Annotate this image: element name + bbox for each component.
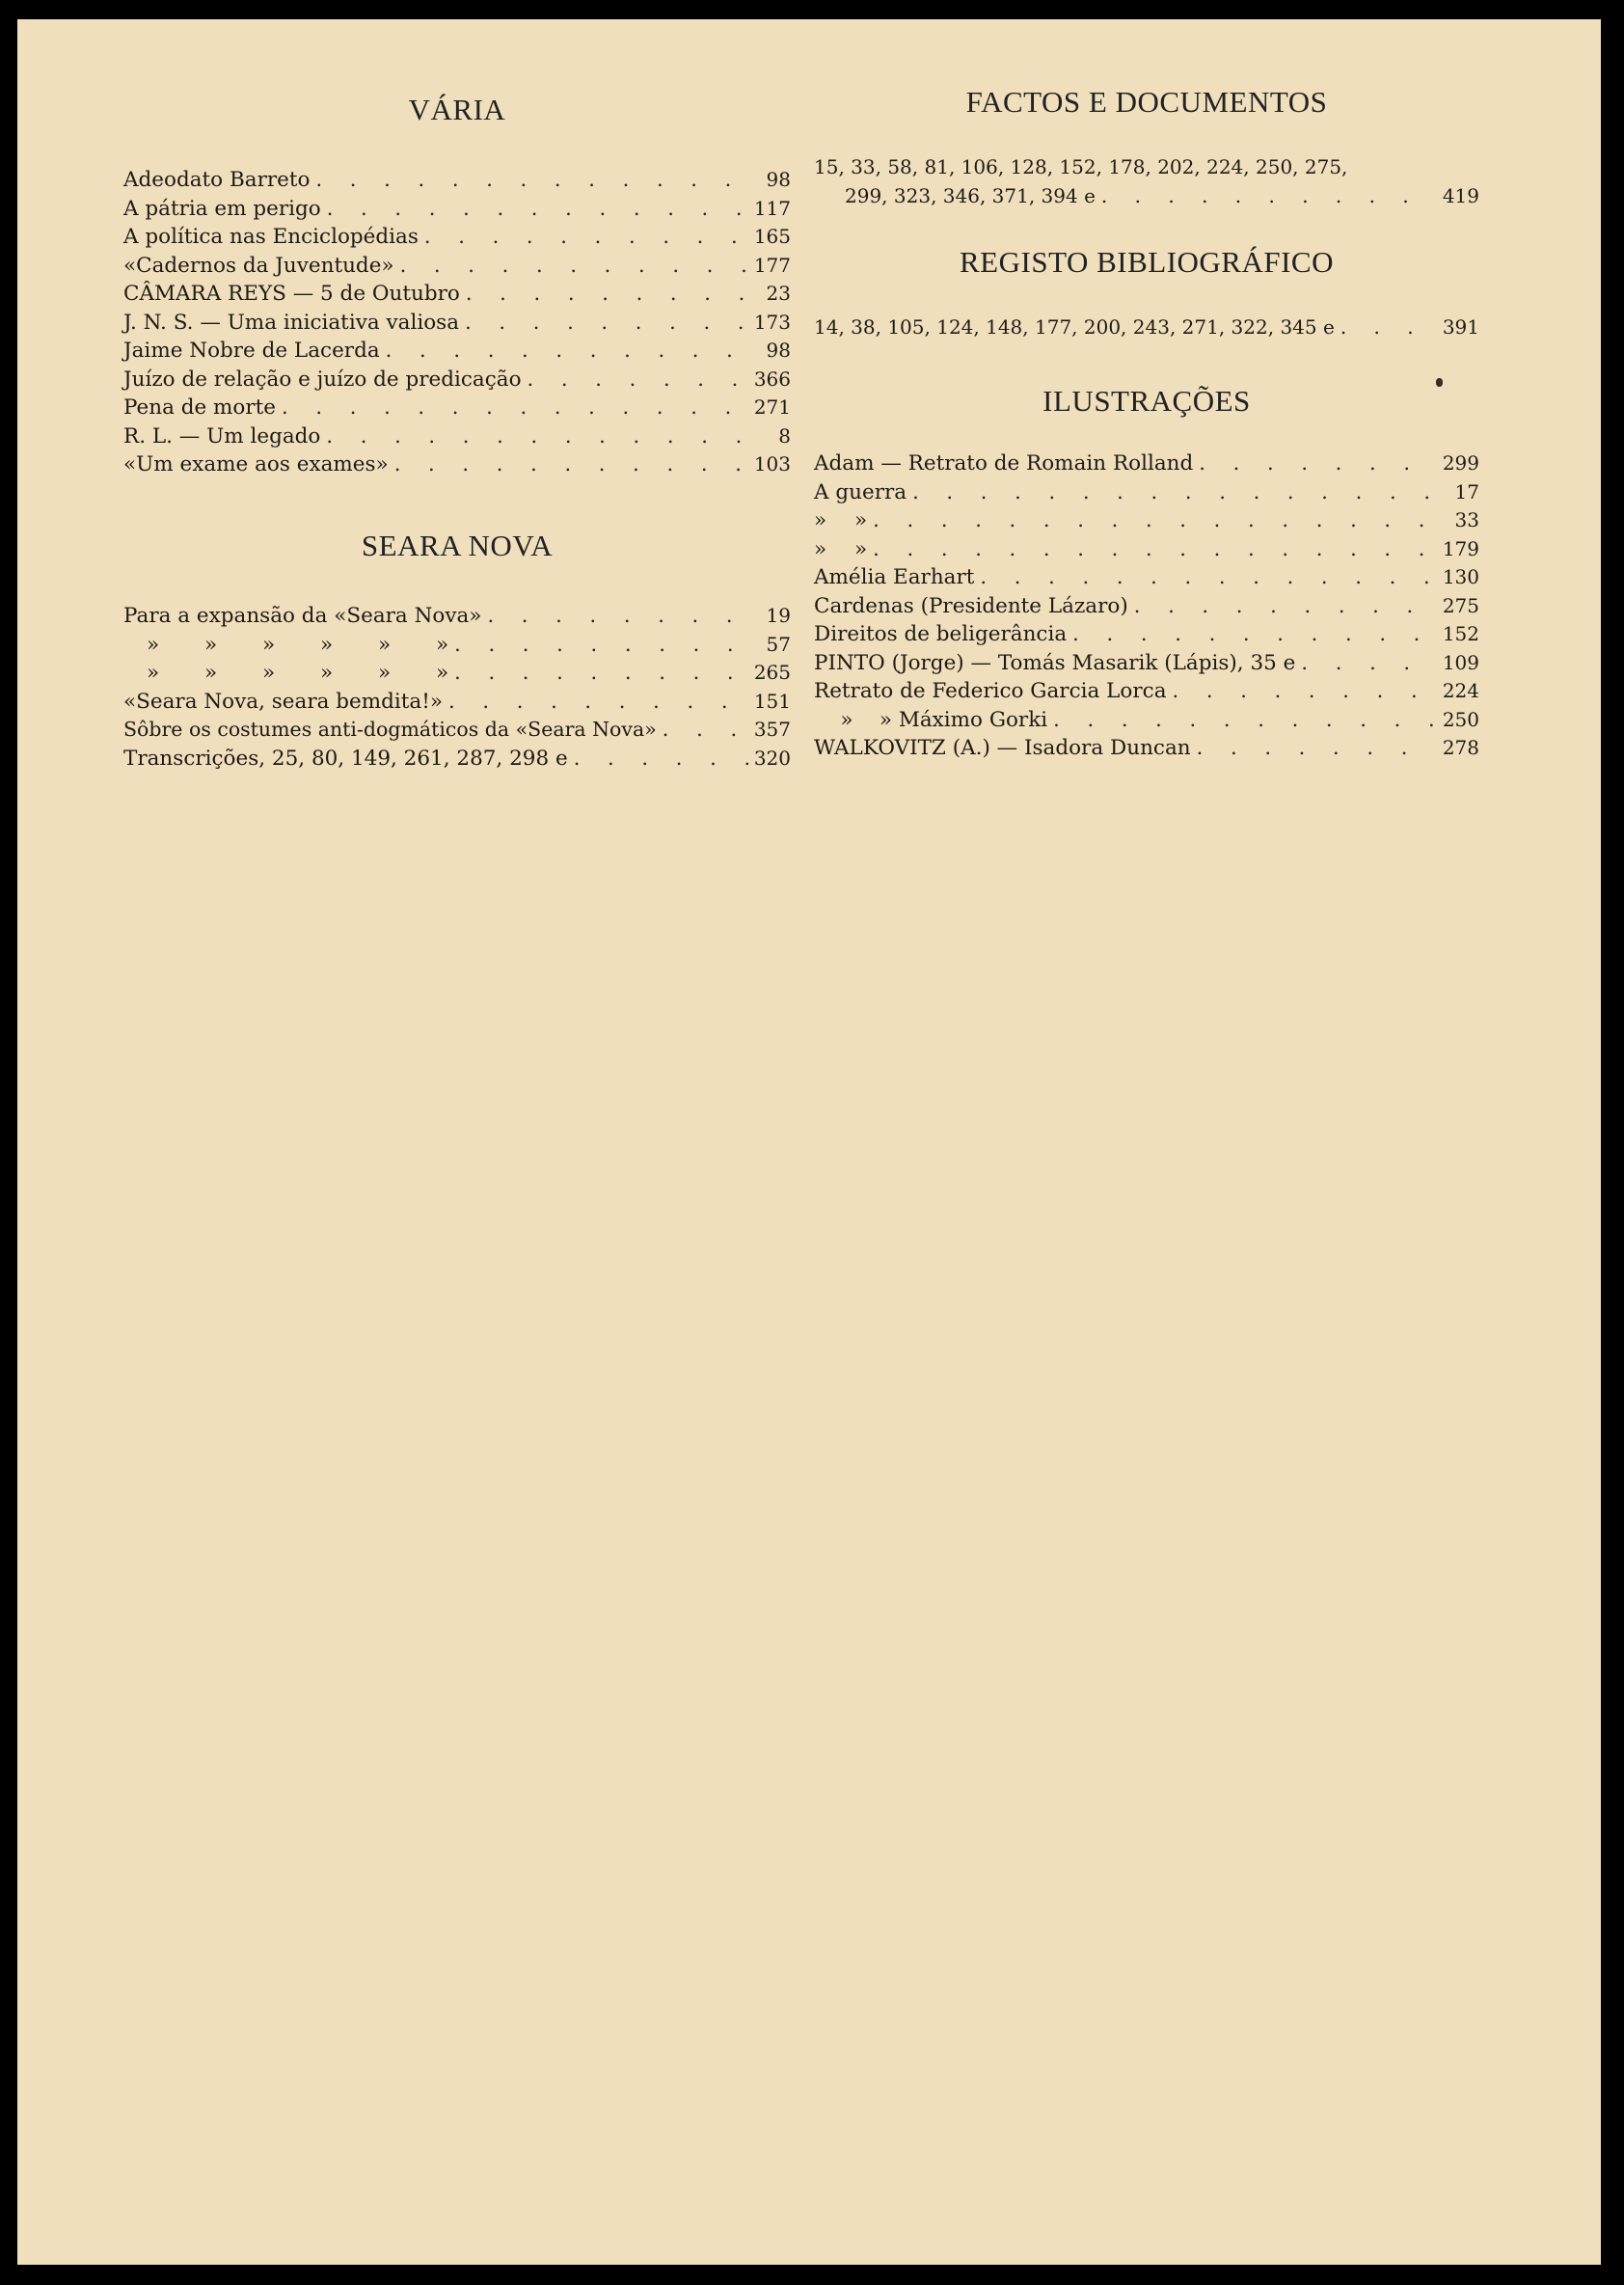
list-item: Cardenas (Presidente Lázaro) . . . 275 xyxy=(814,592,1479,621)
list-item: Direitos de beligerância . . . 152 xyxy=(814,620,1479,649)
ink-speck xyxy=(1436,378,1443,387)
list-item: «Cadernos da Juventude» . . . 177 xyxy=(123,252,791,281)
ilustracoes-list xyxy=(814,449,1479,763)
list-item: » » . . . 179 xyxy=(814,535,1479,564)
list-item: «Um exame aos exames» . . . 103 xyxy=(123,450,791,479)
registo-refs xyxy=(814,313,1479,341)
list-item: Juízo de relação e juízo de predicação . . . 366 xyxy=(123,366,791,394)
factos-refs xyxy=(814,152,1479,210)
list-item: Retrato de Federico Garcia Lorca . . . 224 xyxy=(814,677,1479,706)
list-item: Sôbre os costumes anti-dogmáticos da «Seara Nova» . . . 357 xyxy=(123,716,791,745)
list-item: A pátria em perigo . . . 117 xyxy=(123,195,791,224)
list-item: «Seara Nova, seara bemdita!» . . . 151 xyxy=(123,688,791,717)
varia-list xyxy=(123,166,791,479)
list-item: PINTO (Jorge) — Tomás Masarik (Lápis), 35 e . . . 109 xyxy=(814,649,1479,678)
varia-heading: VÁRIA xyxy=(408,93,506,126)
list-item: A guerra . . . 17 xyxy=(814,478,1479,507)
list-item: Adam — Retrato de Romain Rolland . . . 299 xyxy=(814,449,1479,478)
list-item: » » . . . 33 xyxy=(814,506,1479,535)
list-item: » » » » » » . . . 265 xyxy=(123,659,791,688)
list-item: Transcrições, 25, 80, 149, 261, 287, 298 e . . . 320 xyxy=(123,745,791,774)
list-item: CÂMARA REYS — 5 de Outubro . . . 23 xyxy=(123,280,791,309)
list-item: » » Máximo Gorki . . . 250 xyxy=(814,706,1479,735)
list-item: Para a expansão da «Seara Nova» . . . 19 xyxy=(123,602,791,631)
list-item: Amélia Earhart . . . 130 xyxy=(814,563,1479,592)
list-item: » » » » » » . . . 57 xyxy=(123,631,791,660)
factos-heading: FACTOS E DOCUMENTOS xyxy=(965,85,1328,119)
seara-nova-list xyxy=(123,602,791,773)
factos-line-2: 299, 323, 346, 371, 394 e . . . 419 xyxy=(814,181,1479,210)
list-item: A política nas Enciclopédias . . . 165 xyxy=(123,223,791,252)
list-item: Adeodato Barreto . . . 98 xyxy=(123,166,791,195)
registo-line: 14, 38, 105, 124, 148, 177, 200, 243, 271, 322, 345 e . . . 391 xyxy=(814,313,1479,341)
registo-heading: REGISTO BIBLIOGRÁFICO xyxy=(960,245,1334,279)
list-item: Pena de morte . . . 271 xyxy=(123,394,791,422)
factos-line-1: 15, 33, 58, 81, 106, 128, 152, 178, 202, 224, 250, 275, xyxy=(814,155,1348,178)
seara-nova-heading: SEARA NOVA xyxy=(361,529,554,562)
document-page xyxy=(17,19,1601,2265)
list-item: R. L. — Um legado . . . 8 xyxy=(123,422,791,451)
ilustracoes-heading: ILUSTRAÇÕES xyxy=(1042,384,1251,418)
list-item: Jaime Nobre de Lacerda . . . 98 xyxy=(123,337,791,366)
list-item: J. N. S. — Uma iniciativa valiosa . . . 173 xyxy=(123,309,791,338)
list-item: WALKOVITZ (A.) — Isadora Duncan . . . 278 xyxy=(814,734,1479,763)
